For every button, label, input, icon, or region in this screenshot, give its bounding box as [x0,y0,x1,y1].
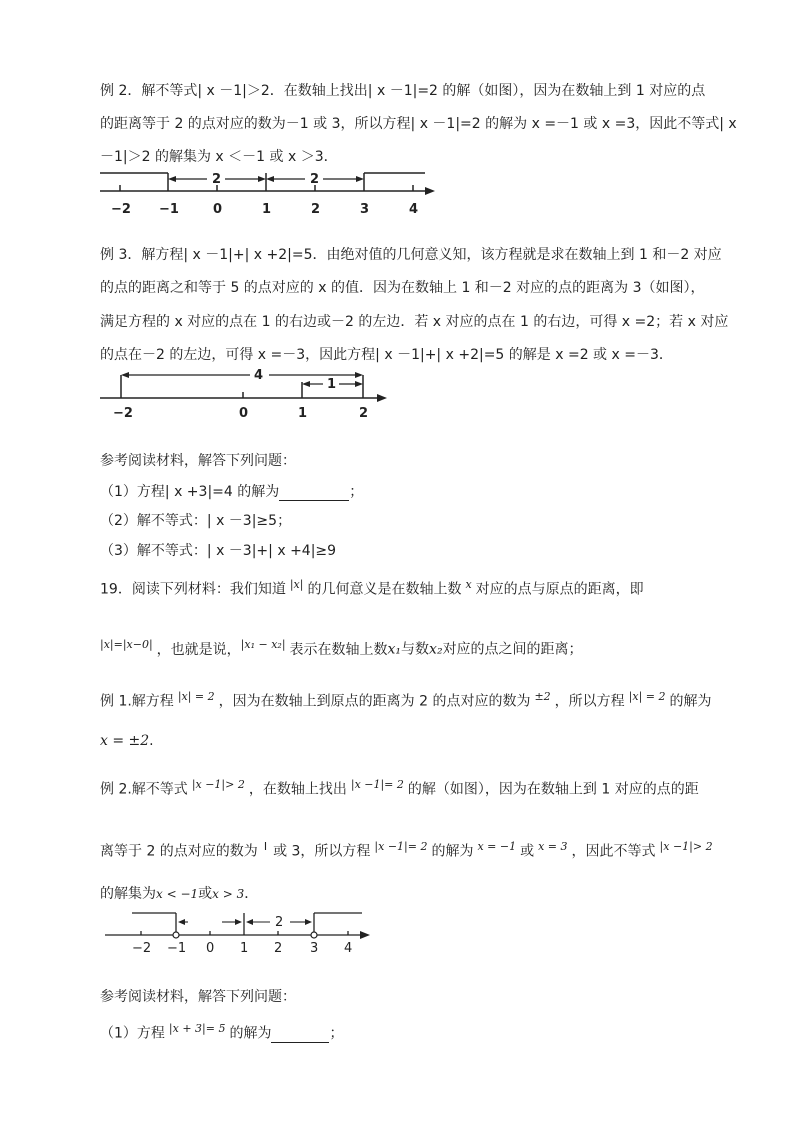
dist-label: 2 [212,172,222,187]
tick-label: 4 [344,941,353,955]
p2-line2: 的点的距离之和等于 5 的点对应的 x 的值．因为在数轴上 1 和－2 对应的点的距离为 3（如图）， [100,280,705,296]
dist-label: 4 [254,368,264,383]
p2-line3: 满足方程的 x 对应的点在 1 的右边或－2 的左边．若 x 对应的点在 1 的右边，可得 x =2；若 x 对应 [100,314,729,330]
tick-label: −2 [132,941,152,955]
q19-line5: 例 2.解不等式 $^{|x -1|> 2}$ ，在数轴上找出 $^{|x -1|= 2}$ 的解（如图），因为在数轴上到 1 对应的点的距 [100,778,699,798]
tick-label: −2 [113,406,133,420]
dist-label: 1 [327,377,337,392]
p2-line4: 的点在－2 的左边，可得 x =－3，因此方程| x －1|+| x +2|=5 的解是 x =2 或 x =－3． [100,347,673,363]
number-line-2 [95,365,395,420]
q19-line3: 例 1.解方程 $^{|x| = 2}$ ，因为在数轴上到原点的距离为 2 的点对应的数为 $^{\pm 2}$ ，所以方程 $^{|x| = 2}$ 的解为 [100,690,712,710]
p1-line1: 例 2．解不等式| x －1|＞2．在数轴上找出| x －1|=2 的解（如图），因为在数轴上到 1 对应的点 [100,83,706,99]
tick-label: 1 [262,202,272,217]
tick-label: −2 [111,202,131,217]
tick-label: 1 [298,406,308,420]
tick-label: −1 [159,202,179,217]
q2-intro: 参考阅读材料，解答下列问题： [100,989,296,1005]
p1-line2: 的距离等于 2 的点对应的数为－1 或 3，所以方程| x －1|=2 的解为 x =－1 或 x =3，因此不等式| x [100,116,737,132]
q1-b: （2）解不等式：| x －3|≥5； [100,513,292,529]
q1-c: （3）解不等式：| x －3|+| x +4|≥9 [100,543,337,559]
tick-label: 1 [240,941,249,955]
tick-label: 2 [359,406,369,420]
dist-label: 2 [310,172,320,187]
q19-line7: 的解集为x < −1或x > 3． [100,886,259,902]
tick-label: 2 [274,941,283,955]
tick-label: −1 [167,941,187,955]
tick-label: 0 [239,406,249,420]
q19-line6: 离等于 2 的点对应的数为 $^I$ 或 3，所以方程 $^{|x -1|= 2}$ 的解为 $^{x = -1}$ 或 $^{x = 3}$ ，因此不等式 $^{|x -1|> 2}$ [100,840,713,860]
p1-line3: －1|＞2 的解集为 x ＜－1 或 x ＞3． [100,149,338,165]
q2-a: （1）方程 $^{|x + 3|= 5}$ 的解为 ； [100,1022,344,1042]
tick-label: 3 [310,941,319,955]
q19-line4: x = ±2. [100,733,154,749]
q1-intro: 参考阅读材料，解答下列问题： [100,453,296,469]
number-line-3 [100,905,375,955]
dist-label: 2 [275,915,284,930]
q19-line2: $^{|x|=|x-0|}$ ，也就是说，$^{|x_1 - x_2|}$ 表示在数轴上数x₁与数x₂对应的点之间的距离； [100,638,583,658]
q19-line1: 19．阅读下列材料：我们知道 $^{|x|}$ 的几何意义是在数轴上数 $^x$ 对应的点与原点的距离，即 [100,578,644,598]
tick-label: 0 [206,941,215,955]
tick-label: 0 [213,202,223,217]
tick-label: 4 [409,202,419,217]
tick-label: 3 [360,202,370,217]
answer-blank[interactable] [271,1028,329,1043]
tick-label: 2 [311,202,321,217]
p2-line1: 例 3．解方程| x －1|+| x +2|=5．由绝对值的几何意义知，该方程就是求在数轴上到 1 和－2 对应 [100,247,722,263]
number-line-1 [95,165,440,220]
answer-blank[interactable] [279,486,349,501]
q1-a: （1）方程| x +3|=4 的解为 ； [100,484,364,500]
